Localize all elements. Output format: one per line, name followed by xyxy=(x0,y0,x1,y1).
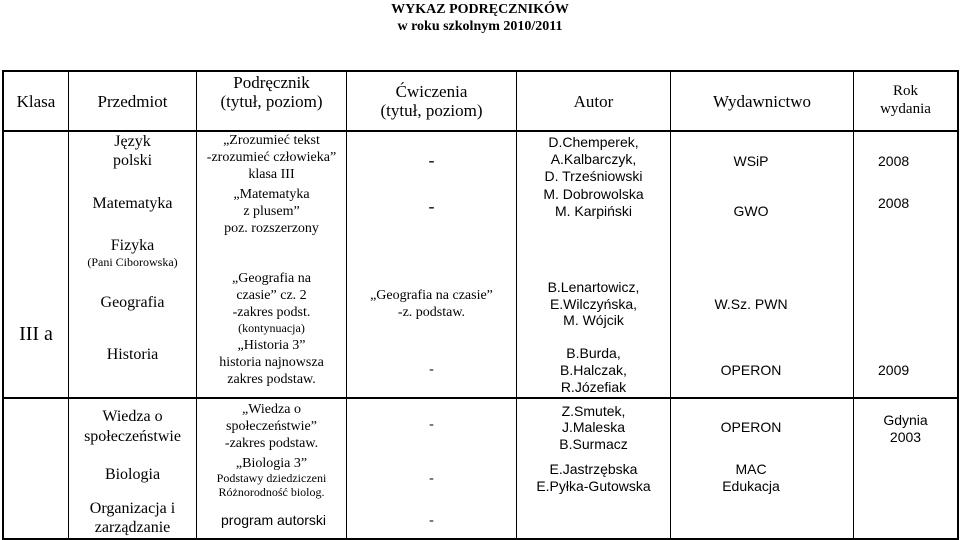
author-wos-line2: J.Maleska xyxy=(561,419,626,435)
exercise-geografia-line2: -z. podstaw. xyxy=(397,305,466,320)
textbook-geografia-line1: „Geografia na xyxy=(232,271,311,286)
author-biologia-line1: E.Jastrzębska xyxy=(549,461,638,477)
subject-wiedza-line2: społeczeństwie xyxy=(84,428,181,445)
publisher-biologia-line2: Edukacja xyxy=(722,478,780,494)
author-wos-line1: Z.Smutek, xyxy=(561,403,626,419)
header-klasa: Klasa xyxy=(16,92,56,111)
publisher-wos: OPERON xyxy=(720,419,782,435)
header-cwiczenia-sub: (tytuł, poziom) xyxy=(380,101,483,120)
subject-jezyk-line2: polski xyxy=(112,152,153,169)
publisher-historia: OPERON xyxy=(720,362,782,378)
author-historia-line3: R.Józefiak xyxy=(560,379,627,395)
year-polski: 2008 xyxy=(878,153,910,169)
exercise-biologia: - xyxy=(429,471,434,486)
grid-line-left xyxy=(2,70,4,540)
author-geografia-line3: M. Wójcik xyxy=(563,312,624,328)
author-matematyka-line2: M. Karpiński xyxy=(554,203,633,219)
publisher-biologia-line1: MAC xyxy=(735,461,767,477)
textbook-wos-line2: społeczeństwie” xyxy=(226,419,317,434)
textbook-geografia-line4: (kontynuacja) xyxy=(238,321,305,335)
textbook-historia-line1: „Historia 3” xyxy=(237,338,306,353)
textbook-polski-line3: klasa III xyxy=(248,167,295,182)
exercise-historia: - xyxy=(429,362,434,377)
header-cwiczenia: Ćwiczenia xyxy=(395,82,468,101)
exercise-geografia-line1: „Geografia na czasie” xyxy=(370,288,493,303)
grid-col-6 xyxy=(853,70,854,540)
author-geografia-line1: B.Lenartowicz, xyxy=(547,279,640,295)
subject-matematyka: Matematyka xyxy=(92,195,173,212)
author-wos-line3: B.Surmacz xyxy=(559,436,628,452)
author-historia-line2: B.Halczak, xyxy=(560,362,627,378)
textbook-matematyka-line3: poz. rozszerzony xyxy=(224,221,319,236)
klasa-value: III a xyxy=(19,323,53,345)
textbook-matematyka-line1: „Matematyka xyxy=(233,187,310,202)
textbook-historia-line2: historia najnowsza xyxy=(219,355,324,370)
textbook-polski-line1: „Zrozumieć tekst xyxy=(223,133,320,148)
header-autor: Autor xyxy=(573,92,614,111)
textbook-wos-line1: „Wiedza o xyxy=(242,402,301,417)
exercise-polski: - xyxy=(428,150,435,170)
header-podrecznik-sub: (tytuł, poziom) xyxy=(220,92,323,111)
year-historia: 2009 xyxy=(878,362,910,378)
grid-line-middle xyxy=(2,397,959,399)
header-przedmiot: Przedmiot xyxy=(97,92,168,111)
document-subtitle: w roku szkolnym 2010/2011 xyxy=(397,19,563,34)
subject-fizyka-note: (Pani Ciborowska) xyxy=(87,255,178,269)
publisher-polski: WSiP xyxy=(733,153,769,169)
author-polski-line2: A.Kalbarczyk, xyxy=(550,151,637,167)
textbook-geografia-line2: czasie” cz. 2 xyxy=(236,288,307,303)
subject-organizacja: Organizacja i xyxy=(89,500,176,517)
author-geografia-line2: E.Wilczyńska, xyxy=(549,296,638,312)
publisher-geografia: W.Sz. PWN xyxy=(714,296,788,312)
subject-organizacja-line2: zarządzanie xyxy=(94,519,171,536)
textbook-matematyka-line2: z plusem” xyxy=(243,204,300,219)
author-polski-line1: D.Chemperek, xyxy=(548,134,639,150)
textbook-geografia-line3: -zakres podst. xyxy=(232,305,311,320)
textbook-organizacja: program autorski xyxy=(221,512,327,528)
textbook-biologia-line1: „Biologia 3” xyxy=(235,456,308,471)
author-matematyka-line1: M. Dobrowolska xyxy=(543,186,644,202)
subject-wiedza: Wiedza o xyxy=(102,408,163,425)
exercise-wos: - xyxy=(429,417,434,432)
grid-line-right xyxy=(957,70,959,540)
subject-jezyk: Język xyxy=(114,133,151,150)
author-historia-line1: B.Burda, xyxy=(566,345,621,361)
year-wos-line2: 2003 xyxy=(889,429,922,445)
textbook-biologia-line3: Różnorodność biolog. xyxy=(218,485,325,499)
header-rok: Rok xyxy=(892,83,918,99)
year-wos-line1: Gdynia xyxy=(883,412,928,428)
subject-fizyka: Fizyka xyxy=(110,237,155,254)
document-title: WYKAZ PODRĘCZNIKÓW xyxy=(391,2,569,17)
header-rok-sub: wydania xyxy=(880,101,931,117)
author-biologia-line2: E.Pyłka-Gutowska xyxy=(536,478,651,494)
header-wydawnictwo: Wydawnictwo xyxy=(712,92,812,111)
header-podrecznik: Podręcznik xyxy=(233,73,310,92)
subject-historia: Historia xyxy=(106,346,159,363)
textbook-wos-line3: -zakres podstaw. xyxy=(224,436,319,451)
subject-geografia: Geografia xyxy=(100,294,165,311)
textbook-historia-line3: zakres podstaw. xyxy=(227,372,316,387)
author-polski-line3: D. Trześniowski xyxy=(544,168,643,184)
year-matematyka: 2008 xyxy=(878,195,910,211)
grid-line-top xyxy=(2,70,959,72)
exercise-matematyka: - xyxy=(428,196,435,216)
subject-biologia: Biologia xyxy=(104,466,161,483)
grid-line-header-bottom xyxy=(2,130,959,132)
textbook-biologia-line2: Podstawy dziedziczeni xyxy=(216,471,327,485)
textbook-polski-line2: -zrozumieć człowieka” xyxy=(206,150,337,165)
exercise-organizacja: - xyxy=(429,513,434,528)
publisher-matematyka: GWO xyxy=(733,203,769,219)
